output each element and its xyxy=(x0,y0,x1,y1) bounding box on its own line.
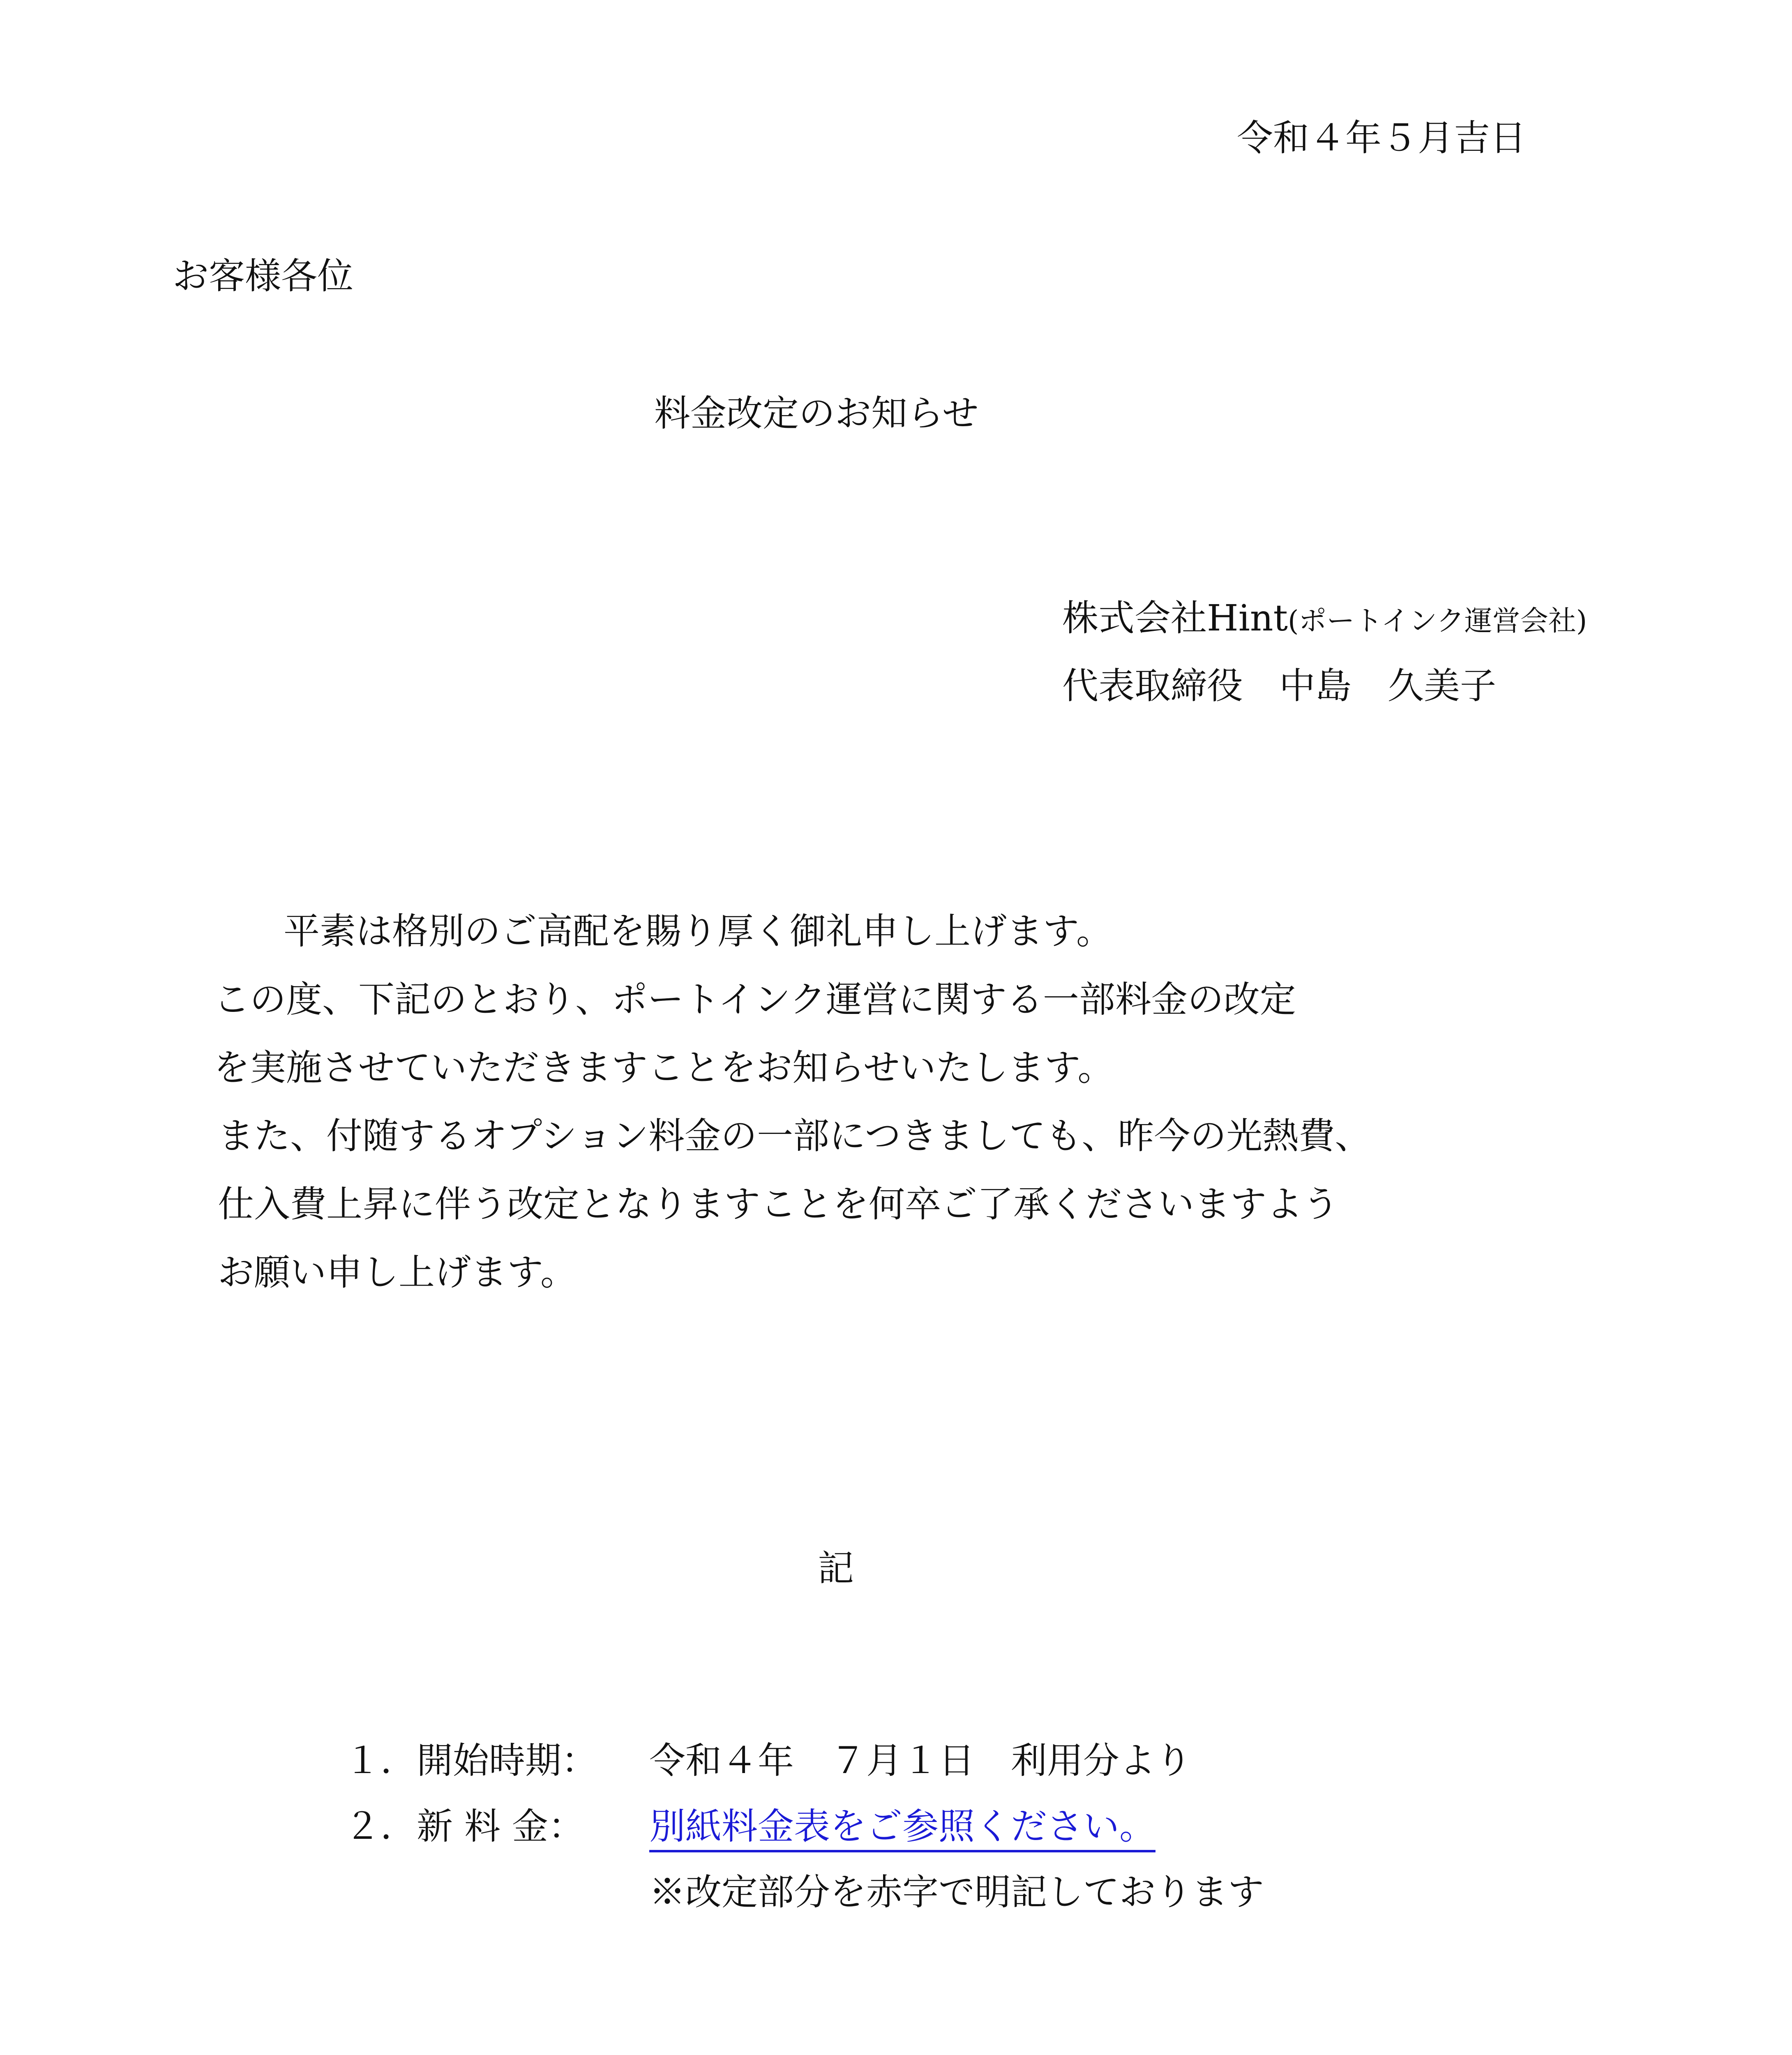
body-line: また、付随するオプション料金の一部につきましても、昨今の光熱費、 xyxy=(218,1115,1371,1157)
new-fee-label: ２．新 料 金： xyxy=(344,1805,584,1847)
sender-representative: 代表取締役 中島 久美子 xyxy=(1062,665,1497,707)
revision-note: ※改定部分を赤字で明記しております xyxy=(649,1871,1264,1913)
document-title: 料金改定のお知らせ xyxy=(654,392,979,434)
start-period-label: １．開始時期： xyxy=(344,1739,598,1782)
body-line: を実施させていただきますことをお知らせいたします。 xyxy=(214,1046,1114,1089)
document-date: 令和４年５月吉日 xyxy=(1237,117,1527,159)
sender-company xyxy=(1062,597,1587,639)
company-note: (ポートインク運営会社) xyxy=(1287,605,1587,637)
company-name: 株式会社Hint xyxy=(1062,597,1288,639)
body-line: 平素は格別のご高配を賜り厚く御礼申し上げます。 xyxy=(284,910,1112,952)
body-line: お願い申し上げます。 xyxy=(218,1251,577,1293)
body-line: 仕入費上昇に伴う改定となりますことを何卒ご了承くださいますよう xyxy=(218,1183,1339,1225)
fee-table-link[interactable]: 別紙料金表をご参照ください。 xyxy=(649,1805,1155,1852)
start-period-value: 令和４年 ７月１日 利用分より xyxy=(649,1739,1192,1782)
ki-heading: 記 xyxy=(818,1547,854,1589)
fee-table-link-container xyxy=(649,1805,1156,1847)
body-line: この度、下記のとおり、ポートインク運営に関する一部料金の改定 xyxy=(214,978,1296,1021)
addressee: お客様各位 xyxy=(173,255,354,297)
